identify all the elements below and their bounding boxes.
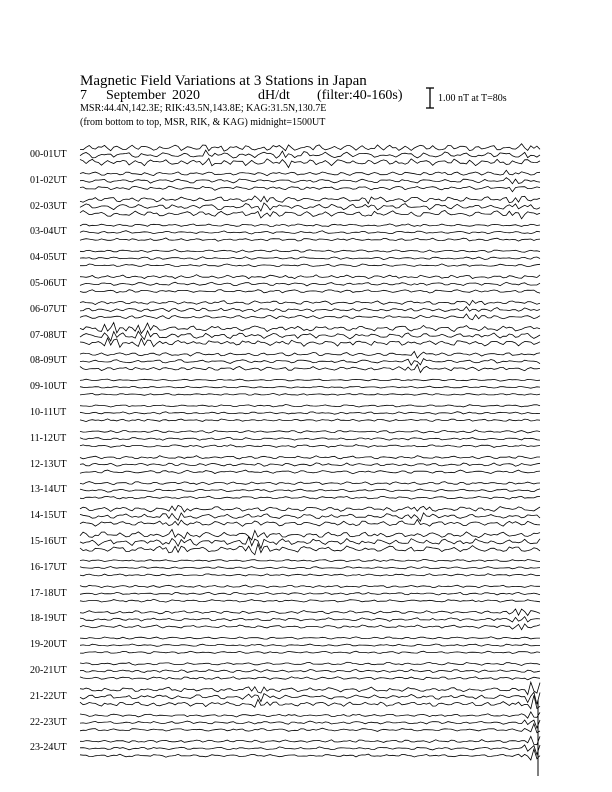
hour-label: 19-20UT bbox=[30, 639, 67, 651]
scale-bar-label: 1.00 nT at T=80s bbox=[438, 93, 507, 104]
trace-msr bbox=[80, 445, 540, 448]
hour-label: 18-19UT bbox=[30, 613, 67, 625]
hour-label: 05-06UT bbox=[30, 278, 67, 289]
trace-msr bbox=[80, 724, 540, 733]
hour-label: 13-14UT bbox=[30, 484, 67, 496]
filter-label: (filter:40-160s) bbox=[317, 88, 403, 103]
trace-msr bbox=[80, 419, 540, 422]
trace-kag bbox=[80, 456, 540, 459]
trace-kag bbox=[80, 585, 540, 588]
trace-rik bbox=[80, 386, 540, 388]
trace-kag bbox=[80, 250, 540, 253]
date-year: 2020 bbox=[172, 88, 200, 103]
trace-msr bbox=[80, 393, 540, 395]
trace-kag bbox=[80, 559, 540, 561]
trace-kag bbox=[80, 530, 540, 540]
hour-label: 01-02UT bbox=[30, 174, 67, 186]
trace-rik bbox=[80, 513, 540, 521]
trace-rik bbox=[80, 644, 540, 646]
trace-rik bbox=[80, 463, 540, 466]
trace-msr bbox=[80, 651, 540, 653]
trace-kag bbox=[80, 275, 540, 279]
trace-msr bbox=[80, 158, 540, 167]
hour-label: 04-05UT bbox=[30, 252, 67, 264]
trace-kag bbox=[80, 351, 540, 358]
trace-kag bbox=[80, 430, 540, 433]
hour-label: 15-16UT bbox=[30, 536, 67, 547]
hour-label: 11-12UT bbox=[30, 432, 67, 444]
hour-label: 16-17UT bbox=[30, 561, 67, 573]
trace-rik bbox=[80, 359, 540, 366]
trace-kag bbox=[80, 637, 540, 639]
trace-kag bbox=[80, 224, 540, 227]
trace-rik bbox=[80, 231, 540, 234]
hour-label: 00-01UT bbox=[30, 149, 67, 160]
stations-line: MSR:44.4N,142.3E; RIK:43.5N,143.8E; KAG:31.5N,130.7E bbox=[80, 103, 327, 114]
trace-kag bbox=[80, 682, 540, 694]
trace-kag bbox=[80, 144, 540, 151]
trace-kag bbox=[80, 662, 540, 665]
trace-kag bbox=[80, 609, 540, 616]
hour-label: 14-15UT bbox=[30, 510, 67, 522]
hour-label: 08-09UT bbox=[30, 355, 67, 367]
trace-kag bbox=[80, 405, 540, 408]
trace-rik bbox=[80, 617, 540, 622]
trace-rik bbox=[80, 692, 540, 704]
trace-msr bbox=[80, 574, 540, 576]
trace-kag bbox=[80, 712, 540, 718]
trace-rik bbox=[80, 412, 540, 415]
trace-msr bbox=[80, 496, 540, 499]
trace-rik bbox=[80, 178, 540, 184]
trace-msr bbox=[80, 544, 540, 555]
trace-rik bbox=[80, 150, 540, 158]
trace-msr bbox=[80, 599, 540, 602]
trace-rik bbox=[80, 745, 540, 755]
trace-rik bbox=[80, 592, 540, 595]
trace-rik bbox=[80, 567, 540, 569]
trace-msr bbox=[80, 624, 540, 630]
trace-rik bbox=[80, 489, 540, 492]
hour-label: 17-18UT bbox=[30, 587, 67, 599]
date-month: September bbox=[106, 88, 166, 103]
trace-rik bbox=[80, 331, 540, 341]
trace-msr bbox=[80, 470, 540, 474]
trace-msr bbox=[80, 314, 540, 320]
trace-msr bbox=[80, 338, 540, 347]
hour-label: 20-21UT bbox=[30, 665, 67, 676]
trace-msr bbox=[80, 290, 540, 294]
trace-rik bbox=[80, 438, 540, 441]
trace-rik bbox=[80, 257, 540, 260]
hour-label: 22-23UT bbox=[30, 716, 67, 728]
trace-kag bbox=[80, 736, 540, 744]
trace-rik bbox=[80, 307, 540, 312]
date-day: 7 bbox=[80, 88, 87, 103]
trace-rik bbox=[80, 720, 540, 728]
trace-kag bbox=[80, 482, 540, 485]
hour-label: 23-24UT bbox=[30, 742, 67, 754]
trace-msr bbox=[80, 211, 540, 219]
chart-title: Magnetic Field Variations at 3 Stations in Japan bbox=[80, 73, 367, 89]
trace-msr bbox=[80, 520, 540, 527]
trace-kag bbox=[80, 323, 540, 334]
trace-kag bbox=[80, 196, 540, 204]
trace-kag bbox=[80, 379, 540, 381]
trace-msr bbox=[80, 238, 540, 241]
station-order-line: (from bottom to top, MSR, RIK, & KAG) midnight=1500UT bbox=[80, 117, 326, 128]
trace-msr bbox=[80, 677, 540, 680]
trace-msr bbox=[80, 264, 540, 267]
trace-msr bbox=[80, 186, 540, 192]
trace-rik bbox=[80, 203, 540, 211]
trace-kag bbox=[80, 170, 540, 175]
trace-msr bbox=[80, 365, 540, 373]
trace-msr bbox=[80, 749, 540, 760]
hour-label: 10-11UT bbox=[30, 407, 67, 418]
hour-label: 21-22UT bbox=[30, 690, 67, 702]
hour-label: 07-08UT bbox=[30, 329, 67, 341]
hour-label: 09-10UT bbox=[30, 381, 67, 393]
trace-rik bbox=[80, 669, 540, 672]
quantity-label: dH/dt bbox=[258, 88, 290, 103]
trace-rik bbox=[80, 282, 540, 286]
hour-label: 06-07UT bbox=[30, 303, 67, 315]
hour-label: 12-13UT bbox=[30, 458, 67, 470]
hour-label: 02-03UT bbox=[30, 200, 67, 212]
hour-label: 03-04UT bbox=[30, 226, 67, 238]
trace-kag bbox=[80, 505, 540, 512]
trace-kag bbox=[80, 300, 540, 305]
